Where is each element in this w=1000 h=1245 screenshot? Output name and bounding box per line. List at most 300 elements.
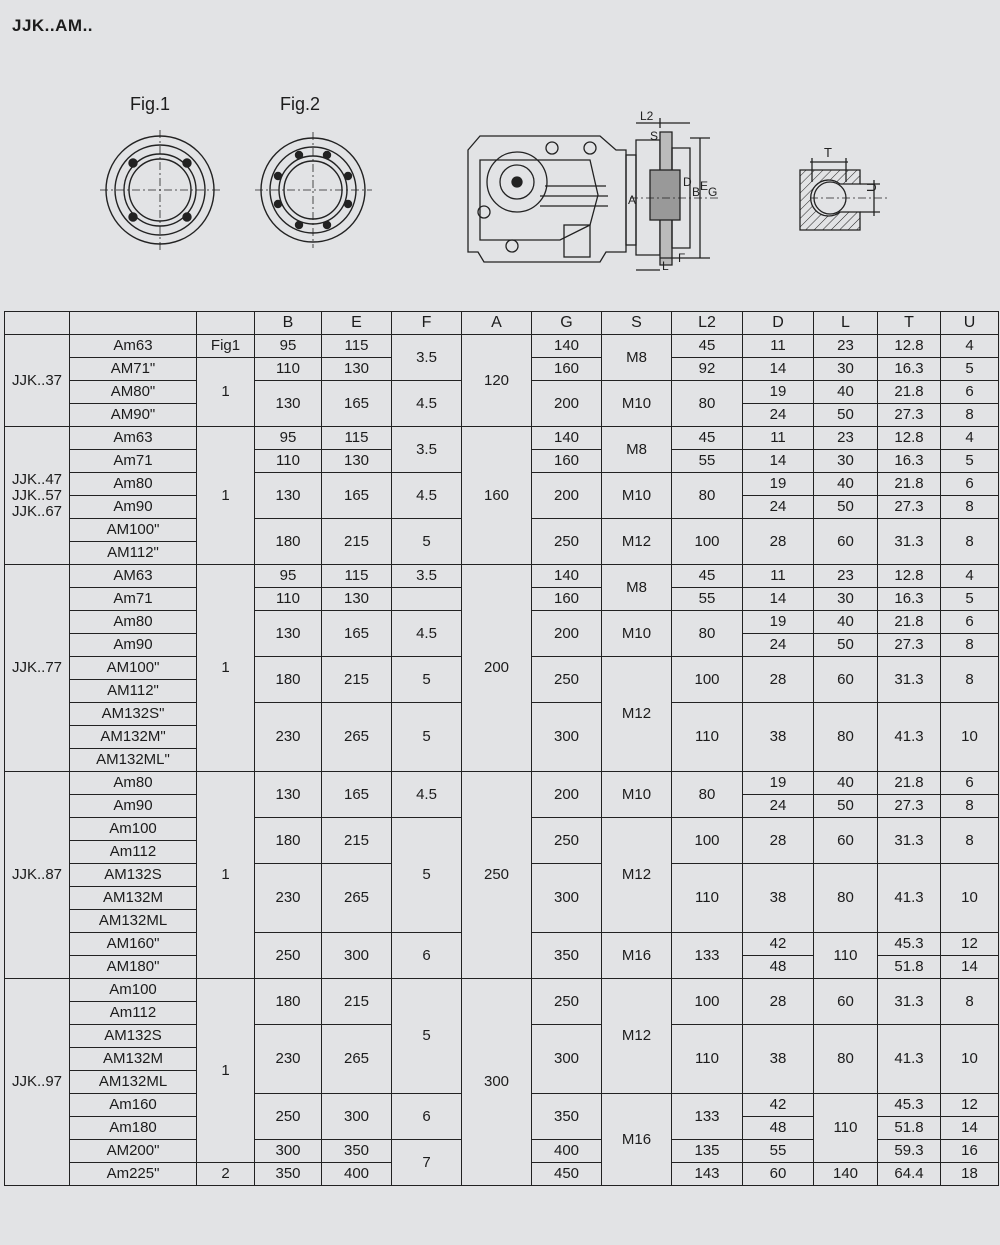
table-cell: 5 — [392, 818, 462, 933]
table-cell: 80 — [814, 1025, 878, 1094]
table-cell: M8 — [602, 335, 672, 381]
table-cell: 300 — [322, 933, 392, 979]
table-cell: 60 — [814, 519, 878, 565]
table-cell: 100 — [672, 818, 743, 864]
motor-cell: Am112 — [70, 841, 197, 864]
table-cell: 42 — [743, 933, 814, 956]
table-cell: 60 — [814, 818, 878, 864]
table-body — [5, 335, 999, 1186]
table-cell: 165 — [322, 473, 392, 519]
table-cell: 48 — [743, 1117, 814, 1140]
table-cell: 250 — [462, 772, 532, 979]
table-cell: 95 — [255, 565, 322, 588]
table-row — [5, 335, 999, 358]
table-cell: 30 — [814, 450, 878, 473]
table-cell: 133 — [672, 1094, 743, 1140]
dim-label-T: T — [824, 145, 832, 160]
table-cell: 110 — [672, 703, 743, 772]
table-cell: 48 — [743, 956, 814, 979]
table-cell: 130 — [255, 473, 322, 519]
table-cell: 180 — [255, 979, 322, 1025]
table-cell: M8 — [602, 427, 672, 473]
motor-cell: Am225" — [70, 1163, 197, 1186]
table-cell: 11 — [743, 565, 814, 588]
table-cell: 230 — [255, 1025, 322, 1094]
table-cell: 40 — [814, 381, 878, 404]
table-cell: 200 — [532, 611, 602, 657]
motor-cell: Am63 — [70, 335, 197, 358]
motor-cell: Am160 — [70, 1094, 197, 1117]
table-cell: 115 — [322, 427, 392, 450]
table-cell: 350 — [255, 1163, 322, 1186]
motor-cell: Am90 — [70, 795, 197, 818]
table-cell: 300 — [532, 1025, 602, 1094]
table-cell: 8 — [941, 404, 999, 427]
table-cell: 14 — [941, 956, 999, 979]
table-cell: M10 — [602, 381, 672, 427]
dim-label-E: E — [700, 179, 709, 193]
table-cell: 24 — [743, 634, 814, 657]
motor-cell: AM132S — [70, 1025, 197, 1048]
table-cell: 2 — [197, 1163, 255, 1186]
motor-cell: AM180" — [70, 956, 197, 979]
table-cell: 3.5 — [392, 335, 462, 381]
table-cell: 16.3 — [878, 588, 941, 611]
table-cell: 8 — [941, 519, 999, 565]
table-cell: M12 — [602, 979, 672, 1094]
motor-cell: Am80 — [70, 611, 197, 634]
table-cell: 12.8 — [878, 565, 941, 588]
table-cell: 230 — [255, 864, 322, 933]
table-row — [5, 979, 999, 1002]
table-cell: 55 — [743, 1140, 814, 1163]
table-cell: 4 — [941, 427, 999, 450]
table-cell: 140 — [532, 565, 602, 588]
motor-cell: Am90 — [70, 496, 197, 519]
table-cell: 160 — [532, 588, 602, 611]
table-cell: 31.3 — [878, 657, 941, 703]
table-cell: 50 — [814, 634, 878, 657]
fig1-label: Fig.1 — [130, 94, 171, 114]
motor-cell: Am180 — [70, 1117, 197, 1140]
table-cell: 40 — [814, 772, 878, 795]
table-cell: 250 — [532, 979, 602, 1025]
motor-cell: Am90 — [70, 634, 197, 657]
dim-label-B: B — [692, 185, 701, 199]
table-cell: 4.5 — [392, 473, 462, 519]
table-cell: 110 — [814, 933, 878, 979]
table-cell: 110 — [814, 1094, 878, 1163]
table-cell: 130 — [322, 588, 392, 611]
table-cell: 120 — [462, 335, 532, 427]
table-cell: 6 — [941, 473, 999, 496]
table-cell: 1 — [197, 358, 255, 427]
header-F: F — [392, 312, 462, 335]
motor-cell: AM112" — [70, 680, 197, 703]
table-cell: 230 — [255, 703, 322, 772]
table-row — [5, 565, 999, 588]
table-cell: 21.8 — [878, 611, 941, 634]
table-cell: 12 — [941, 1094, 999, 1117]
dim-label-U: U — [864, 182, 879, 192]
table-cell: 16 — [941, 1140, 999, 1163]
motor-cell: Am80 — [70, 772, 197, 795]
table-cell: 100 — [672, 519, 743, 565]
table-cell: 130 — [255, 772, 322, 818]
table-cell: 215 — [322, 657, 392, 703]
table-cell: 100 — [672, 657, 743, 703]
motor-cell: Am100 — [70, 818, 197, 841]
table-cell: 31.3 — [878, 818, 941, 864]
motor-cell: Am80 — [70, 473, 197, 496]
motor-cell: Am100 — [70, 979, 197, 1002]
page-title: JJK..AM.. — [12, 16, 94, 35]
table-cell: 300 — [462, 979, 532, 1186]
table-cell: 19 — [743, 611, 814, 634]
table-cell: 92 — [672, 358, 743, 381]
table-cell: 11 — [743, 335, 814, 358]
table-cell: 180 — [255, 519, 322, 565]
table-cell: 31.3 — [878, 519, 941, 565]
table-cell: 28 — [743, 818, 814, 864]
motor-cell: AM112" — [70, 542, 197, 565]
table-cell: 80 — [672, 772, 743, 818]
table-cell: 200 — [532, 772, 602, 818]
table-cell: 14 — [743, 588, 814, 611]
table-cell: 5 — [392, 657, 462, 703]
table-cell: 300 — [532, 703, 602, 772]
table-cell: 165 — [322, 772, 392, 818]
table-cell: 350 — [532, 933, 602, 979]
table-row — [5, 427, 999, 450]
table-cell: 165 — [322, 611, 392, 657]
table-cell: 24 — [743, 496, 814, 519]
table-cell: 23 — [814, 335, 878, 358]
table-cell: 50 — [814, 496, 878, 519]
header-T: T — [878, 312, 941, 335]
table-cell: 12 — [941, 933, 999, 956]
motor-cell: AM132ML" — [70, 749, 197, 772]
table-cell: 5 — [941, 450, 999, 473]
table-cell: 400 — [532, 1140, 602, 1163]
table-cell — [392, 588, 462, 611]
table-cell: 27.3 — [878, 795, 941, 818]
table-cell: 200 — [532, 381, 602, 427]
table-cell: 60 — [814, 979, 878, 1025]
table-cell: 5 — [392, 703, 462, 772]
table-cell: 8 — [941, 496, 999, 519]
table-cell: M12 — [602, 818, 672, 933]
table-cell: 55 — [672, 588, 743, 611]
table-cell: 180 — [255, 657, 322, 703]
table-cell: 110 — [672, 1025, 743, 1094]
table-cell: 130 — [255, 381, 322, 427]
table-cell: 80 — [814, 864, 878, 933]
table-cell: M16 — [602, 1094, 672, 1186]
table-cell: M8 — [602, 565, 672, 611]
table-cell: 6 — [941, 611, 999, 634]
table-cell: 80 — [672, 611, 743, 657]
table-cell: 23 — [814, 427, 878, 450]
table-cell: 24 — [743, 795, 814, 818]
motor-cell: AM132ML — [70, 1071, 197, 1094]
header-L: L — [814, 312, 878, 335]
table-cell: 300 — [255, 1140, 322, 1163]
table-cell: 130 — [322, 450, 392, 473]
motor-cell: AM132M — [70, 1048, 197, 1071]
dimension-table — [4, 311, 999, 1186]
table-cell: 5 — [941, 588, 999, 611]
table-cell: 110 — [255, 358, 322, 381]
motor-cell: AM132S — [70, 864, 197, 887]
dim-label-L: L — [662, 259, 669, 273]
table-cell: 27.3 — [878, 496, 941, 519]
motor-cell: AM90" — [70, 404, 197, 427]
table-cell: 200 — [532, 473, 602, 519]
table-cell: 28 — [743, 657, 814, 703]
table-cell: 80 — [814, 703, 878, 772]
motor-cell: Am63 — [70, 427, 197, 450]
fig1-flange-drawing — [100, 130, 220, 250]
table-cell: 250 — [255, 1094, 322, 1140]
motor-cell: Am112 — [70, 1002, 197, 1025]
table-cell: 4.5 — [392, 611, 462, 657]
table-cell: 4 — [941, 565, 999, 588]
table-cell: 160 — [532, 358, 602, 381]
table-cell: 3.5 — [392, 427, 462, 473]
table-cell: 38 — [743, 1025, 814, 1094]
series-cell: JJK..37 — [5, 335, 70, 427]
table-cell: M10 — [602, 473, 672, 519]
dim-label-G: G — [708, 185, 718, 199]
table-cell: 115 — [322, 565, 392, 588]
table-cell: 21.8 — [878, 772, 941, 795]
table-cell: 30 — [814, 588, 878, 611]
table-cell: 8 — [941, 657, 999, 703]
table-cell: 95 — [255, 335, 322, 358]
motor-cell: AM80" — [70, 381, 197, 404]
fig2-label: Fig.2 — [280, 94, 321, 114]
table-cell: M16 — [602, 933, 672, 979]
table-cell: 265 — [322, 864, 392, 933]
table-cell: 140 — [532, 335, 602, 358]
table-cell: 1 — [197, 427, 255, 565]
table-cell: 143 — [672, 1163, 743, 1186]
header-G: G — [532, 312, 602, 335]
table-cell: 215 — [322, 979, 392, 1025]
table-cell: 27.3 — [878, 634, 941, 657]
table-cell: 40 — [814, 473, 878, 496]
header-series — [5, 312, 70, 335]
table-cell: 28 — [743, 519, 814, 565]
dim-label-D: D — [683, 175, 692, 189]
table-cell: 1 — [197, 979, 255, 1163]
dim-label-S: S — [650, 129, 659, 143]
table-cell: 200 — [462, 565, 532, 772]
table-cell: 130 — [322, 358, 392, 381]
dim-label-F: F — [678, 251, 686, 265]
table-cell: 140 — [814, 1163, 878, 1186]
table-cell: 11 — [743, 427, 814, 450]
table-cell: 41.3 — [878, 1025, 941, 1094]
dim-label-A: A — [628, 193, 637, 207]
table-cell: 16.3 — [878, 450, 941, 473]
header-L2: L2 — [672, 312, 743, 335]
table-cell: 215 — [322, 818, 392, 864]
table-cell: 100 — [672, 979, 743, 1025]
dim-label-L2: L2 — [640, 109, 654, 123]
table-cell: 1 — [197, 565, 255, 772]
table-cell: 24 — [743, 404, 814, 427]
table-cell: 7 — [392, 1140, 462, 1186]
header-fig — [197, 312, 255, 335]
table-cell: 60 — [743, 1163, 814, 1186]
table-cell: 450 — [532, 1163, 602, 1186]
table-cell: 115 — [322, 335, 392, 358]
motor-cell: AM132ML — [70, 910, 197, 933]
table-cell: 350 — [322, 1140, 392, 1163]
motor-cell: AM132M — [70, 887, 197, 910]
table-cell: 180 — [255, 818, 322, 864]
table-cell: 51.8 — [878, 956, 941, 979]
table-cell: M12 — [602, 519, 672, 565]
table-cell: 45.3 — [878, 933, 941, 956]
table-cell: 350 — [532, 1094, 602, 1140]
table-cell: 250 — [255, 933, 322, 979]
table-cell: 4.5 — [392, 381, 462, 427]
table-cell: 5 — [392, 519, 462, 565]
series-cell: JJK..97 — [5, 979, 70, 1186]
table-cell: 5 — [392, 979, 462, 1094]
table-cell: 10 — [941, 1025, 999, 1094]
table-cell: 80 — [672, 473, 743, 519]
table-cell: 14 — [941, 1117, 999, 1140]
table-cell: 400 — [322, 1163, 392, 1186]
table-cell: 265 — [322, 703, 392, 772]
table-cell: 160 — [532, 450, 602, 473]
table-cell: 28 — [743, 979, 814, 1025]
table-cell: 19 — [743, 772, 814, 795]
header-U: U — [941, 312, 999, 335]
table-cell: 51.8 — [878, 1117, 941, 1140]
table-cell: 300 — [322, 1094, 392, 1140]
table-cell: 8 — [941, 979, 999, 1025]
table-cell: M10 — [602, 772, 672, 818]
table-cell: 16.3 — [878, 358, 941, 381]
table-cell: 250 — [532, 519, 602, 565]
motor-cell: Am71 — [70, 588, 197, 611]
table-cell: 23 — [814, 565, 878, 588]
table-cell: 130 — [255, 611, 322, 657]
table-cell: 140 — [532, 427, 602, 450]
header-A: A — [462, 312, 532, 335]
table-row — [5, 772, 999, 795]
table-cell: 110 — [255, 450, 322, 473]
table-cell: 50 — [814, 404, 878, 427]
table-cell: 6 — [941, 772, 999, 795]
motor-cell: AM200" — [70, 1140, 197, 1163]
header-E: E — [322, 312, 392, 335]
table-cell: 27.3 — [878, 404, 941, 427]
header-D: D — [743, 312, 814, 335]
table-cell: 250 — [532, 818, 602, 864]
table-cell: 10 — [941, 864, 999, 933]
table-cell: 19 — [743, 473, 814, 496]
motor-cell: AM132S" — [70, 703, 197, 726]
table-cell: Fig1 — [197, 335, 255, 358]
table-cell: 265 — [322, 1025, 392, 1094]
table-cell: 12.8 — [878, 427, 941, 450]
header-B: B — [255, 312, 322, 335]
table-cell: 110 — [672, 864, 743, 933]
table-cell: 8 — [941, 818, 999, 864]
table-cell: 250 — [532, 657, 602, 703]
table-cell: 14 — [743, 358, 814, 381]
technical-drawings — [0, 0, 1000, 300]
motor-cell: Am71 — [70, 450, 197, 473]
series-cell: JJK..47 JJK..57 JJK..67 — [5, 427, 70, 565]
table-cell: 1 — [197, 772, 255, 979]
series-cell: JJK..87 — [5, 772, 70, 979]
table-cell: 3.5 — [392, 565, 462, 588]
gearbox-drawing — [468, 118, 720, 270]
table-cell: 18 — [941, 1163, 999, 1186]
table-cell: 45 — [672, 427, 743, 450]
motor-cell: AM132M" — [70, 726, 197, 749]
table-cell: 50 — [814, 795, 878, 818]
table-cell: 6 — [392, 1094, 462, 1140]
table-cell: 19 — [743, 381, 814, 404]
table-cell: 165 — [322, 381, 392, 427]
table-cell: 45.3 — [878, 1094, 941, 1117]
table-cell: 21.8 — [878, 381, 941, 404]
table-cell: 4 — [941, 335, 999, 358]
table-cell: 30 — [814, 358, 878, 381]
table-cell: 300 — [532, 864, 602, 933]
table-cell: 21.8 — [878, 473, 941, 496]
table-cell: 41.3 — [878, 703, 941, 772]
motor-cell: AM63 — [70, 565, 197, 588]
table-cell: 45 — [672, 565, 743, 588]
table-cell: 4.5 — [392, 772, 462, 818]
table-cell: 60 — [814, 657, 878, 703]
table-header-row — [5, 312, 999, 335]
table-cell: 135 — [672, 1140, 743, 1163]
table-cell: M10 — [602, 611, 672, 657]
table-cell: 59.3 — [878, 1140, 941, 1163]
table-cell: 215 — [322, 519, 392, 565]
motor-cell: AM160" — [70, 933, 197, 956]
table-cell: 95 — [255, 427, 322, 450]
table-cell: 38 — [743, 703, 814, 772]
table-cell: 6 — [941, 381, 999, 404]
table-cell: 41.3 — [878, 864, 941, 933]
table-cell: 10 — [941, 703, 999, 772]
table-cell: 160 — [462, 427, 532, 565]
motor-cell: AM100" — [70, 519, 197, 542]
table-cell: 80 — [672, 381, 743, 427]
table-cell: 6 — [392, 933, 462, 979]
table-cell: 45 — [672, 335, 743, 358]
table-cell: M12 — [602, 657, 672, 772]
table-cell: 31.3 — [878, 979, 941, 1025]
table-cell: 40 — [814, 611, 878, 634]
table-cell: 42 — [743, 1094, 814, 1117]
table-cell: 14 — [743, 450, 814, 473]
table-cell: 5 — [941, 358, 999, 381]
keyway-drawing — [800, 158, 890, 230]
series-cell: JJK..77 — [5, 565, 70, 772]
